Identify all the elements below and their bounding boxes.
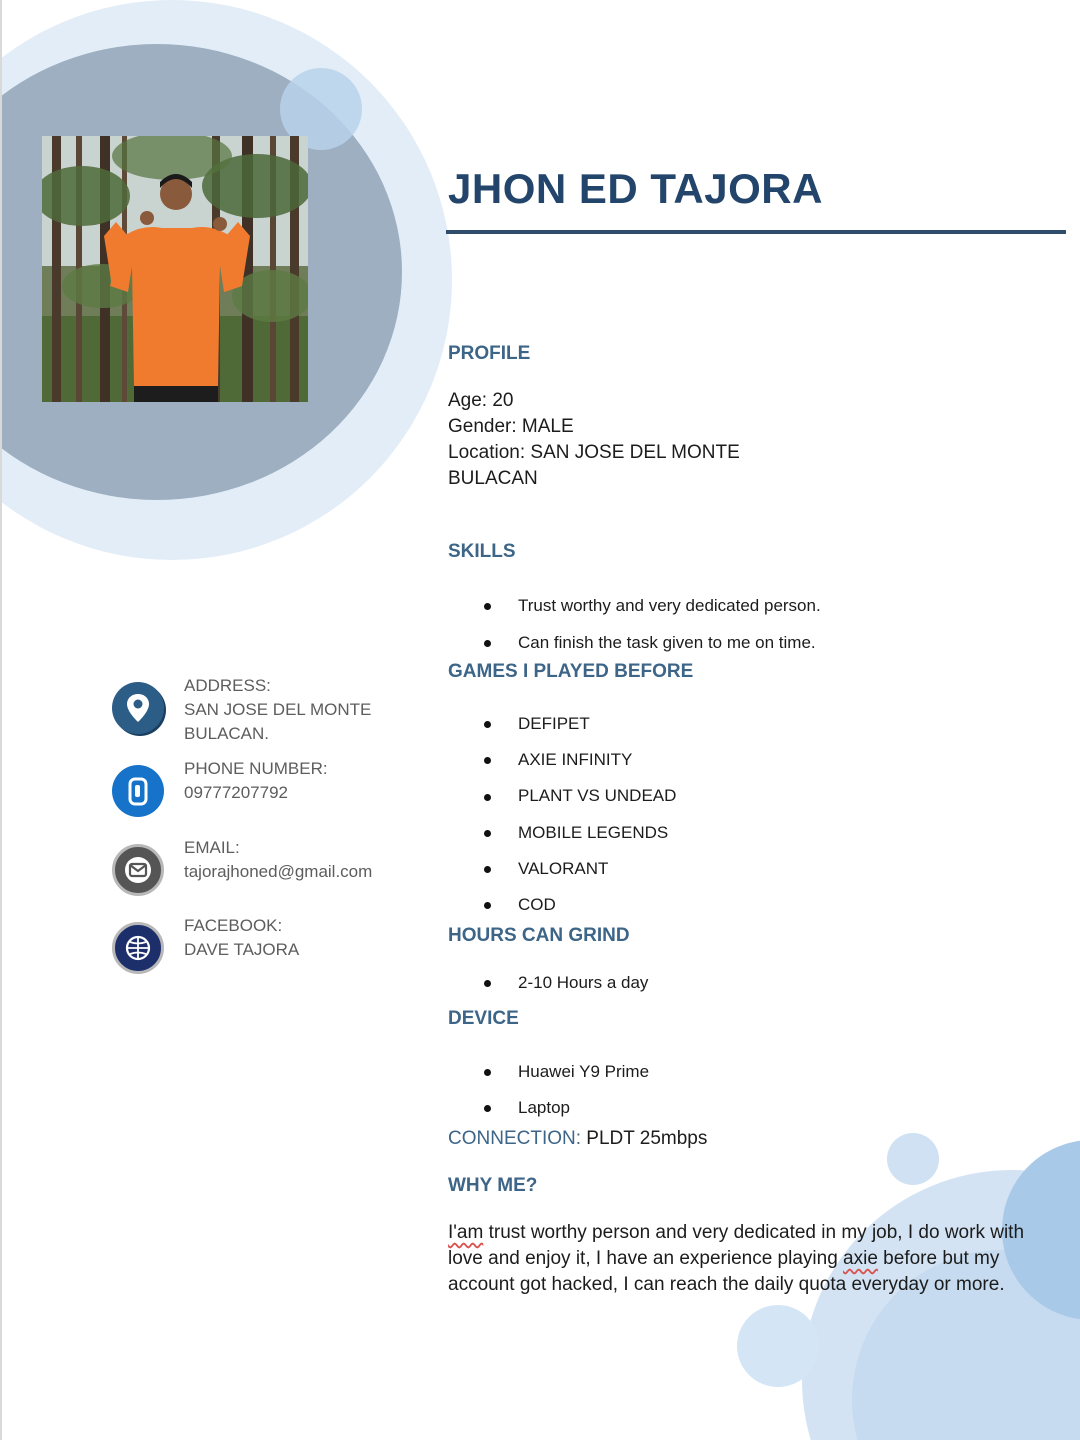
profile-photo [42,136,308,402]
person-name: JHON ED TAJORA [448,165,823,212]
list-item: AXIE INFINITY [484,742,676,778]
connection-line [448,1126,707,1152]
why-text [448,1220,1063,1298]
email-value[interactable]: tajorajhoned@gmail.com [184,862,373,881]
profile-gender: Gender: MALE [448,416,574,437]
email-label: EMAIL: [184,838,240,857]
phone-text [184,757,328,805]
why-word-misspelled-1: I'am [448,1222,484,1243]
list-item: DEFIPET [484,706,676,742]
list-item: VALORANT [484,851,676,887]
decor-circle-bottom-small [887,1133,939,1185]
profile-location: Location: SAN JOSE DEL MONTE [448,442,740,463]
facebook-value[interactable]: DAVE TAJORA [184,940,300,959]
address-text [184,674,371,746]
device-heading: DEVICE [448,1008,519,1029]
decor-circle-bottom-left [737,1305,819,1387]
list-item: 2-10 Hours a day [484,970,648,996]
games-list [484,706,676,923]
list-item: Trust worthy and very dedicated person. [484,587,821,624]
phone-value[interactable]: 09777207792 [184,783,289,802]
email-text [184,836,372,884]
list-item: COD [484,887,676,923]
list-item: Huawei Y9 Prime [484,1054,649,1090]
address-line2: BULACAN. [184,724,270,743]
device-list [484,1054,649,1126]
list-item: Laptop [484,1090,649,1126]
hours-heading: HOURS CAN GRIND [448,925,630,946]
address-line1: SAN JOSE DEL MONTE [184,700,372,719]
hours-list [484,970,648,996]
facebook-label: FACEBOOK: [184,916,283,935]
why-word-misspelled-2: axie [843,1248,878,1269]
why-heading: WHY ME? [448,1175,538,1196]
connection-value: PLDT 25mbps [581,1128,708,1149]
list-item: MOBILE LEGENDS [484,815,676,851]
phone-label: PHONE NUMBER: [184,759,328,778]
list-item: PLANT VS UNDEAD [484,778,676,814]
profile-details [448,388,740,492]
phone-icon [112,765,164,817]
location-pin-icon [112,682,164,734]
skills-list [484,587,821,661]
address-label: ADDRESS: [184,676,271,695]
profile-age: Age: 20 [448,390,514,411]
envelope-icon [112,844,164,896]
skills-heading: SKILLS [448,541,516,562]
why-text-part-1: trust worthy person and very dedicated in my job, I do work with love and enjoy it, I have an experience playing [448,1222,1025,1269]
profile-photo-image [42,136,308,402]
connection-label: CONNECTION: [448,1128,581,1149]
profile-heading: PROFILE [448,343,531,364]
name-divider [446,230,1066,234]
list-item: Can finish the task given to me on time. [484,624,821,661]
why-text-part-2: before but my account got hacked, I can reach the daily quota everyday or more. [448,1248,1005,1295]
facebook-text [184,914,299,962]
globe-icon [112,922,164,974]
games-heading: GAMES I PLAYED BEFORE [448,661,694,682]
profile-location-line2: BULACAN [448,468,538,489]
